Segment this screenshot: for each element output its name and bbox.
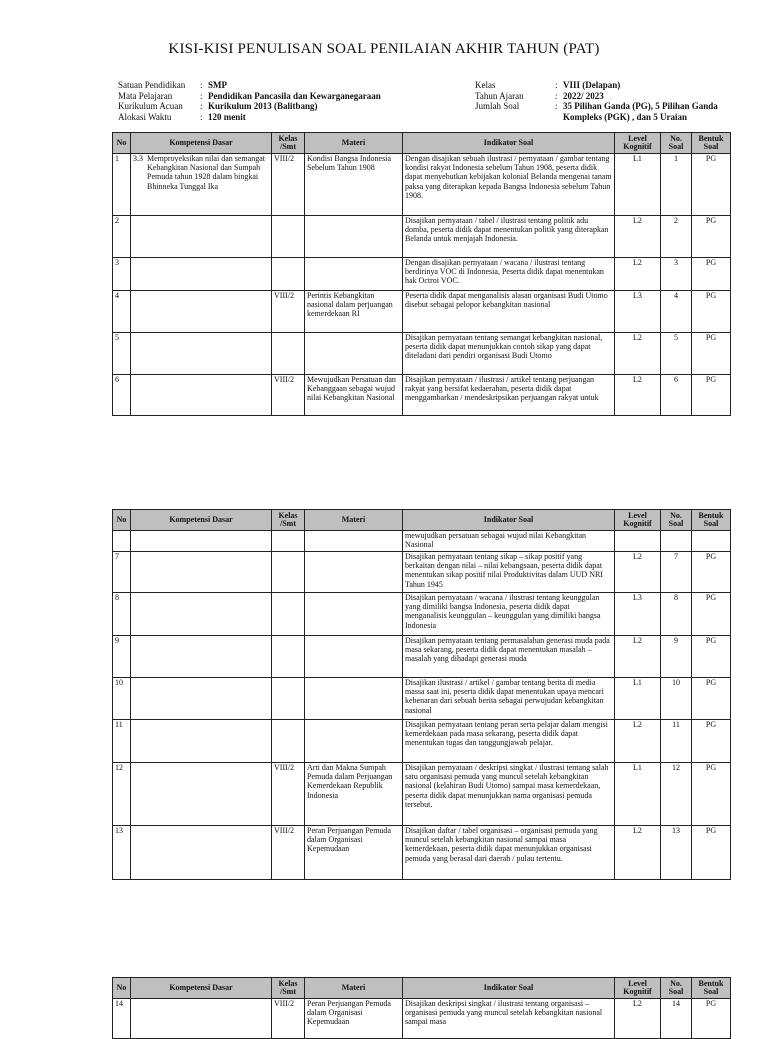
cell-materi: Mewujudkan Persatuan dan Kebanggaan sebagai wujud nilai Kebangkitan Nasional	[305, 375, 403, 416]
cell-kompetensi-dasar	[131, 552, 272, 593]
cell-materi	[305, 216, 403, 258]
cell-indikator: Disajikan pernyataan / tabel / ilustrasi tentang politik adu domba, peserta didik dapat menentukan politik yang diterapkan Belanda untuk menjajah Indonesia.	[403, 216, 615, 258]
cell-kompetensi-dasar	[131, 678, 272, 720]
cell-materi	[305, 258, 403, 291]
table-row	[113, 678, 731, 720]
meta-right-row	[475, 101, 738, 122]
cell-kelas	[272, 593, 305, 636]
header-bentuk-soal: Bentuk Soal	[692, 510, 731, 531]
header-row	[113, 510, 731, 531]
cell-no: 6	[113, 375, 131, 416]
header-level: Level Kognitif	[615, 510, 661, 531]
meta-left-key: Satuan Pendidikan	[118, 80, 186, 90]
cell-materi: Peran Perjuangan Pemuda dalam Organisasi Kepemudaan	[305, 999, 403, 1039]
cell-no: 10	[113, 678, 131, 720]
cell-kelas	[272, 636, 305, 678]
table-row	[113, 999, 731, 1039]
header-no-soal: No. Soal	[661, 510, 692, 531]
meta-right-row	[475, 91, 738, 102]
meta-right-value: 2022/ 2023	[563, 90, 604, 101]
cell-no-soal: 11	[661, 720, 692, 763]
table-row	[113, 291, 731, 333]
cell-indikator: Disajikan pernyataan / deskripsi singkat / ilustrasi tentang salah satu organisasi pemuda yang muncul setelah kebangkitan nasional (kelahiran Budi Utomo) sampai masa kemerdekaan, peserta didik dapat menunjukkan nama organisasi pemuda tersebut.	[403, 763, 615, 826]
cell-no-soal: 7	[661, 552, 692, 593]
cell-no: 14	[113, 999, 131, 1039]
cell-materi: Kondisi Bangsa Indonesia Sebelum Tahun 1908	[305, 154, 403, 216]
cell-no-soal: 5	[661, 333, 692, 375]
cell-no-soal: 12	[661, 763, 692, 826]
cell-materi	[305, 593, 403, 636]
header-no: No	[113, 978, 131, 999]
header-bentuk-soal: Bentuk Soal	[692, 978, 731, 999]
cell-no-soal: 6	[661, 375, 692, 416]
meta-right	[475, 80, 738, 122]
meta-left-colon: :	[200, 80, 203, 90]
cell-level: L3	[615, 593, 661, 636]
cell-kelas: VIII/2	[272, 999, 305, 1039]
cell-no-soal: 13	[661, 826, 692, 880]
meta-left-value: SMP	[208, 80, 227, 90]
cell-indikator: Disajikan pernyataan / ilustrasi / artikel tentang perjuangan rakyat yang bersifat kedaerahan, peserta didik dapat menggambarkan / mendeskripsikan perjuangan rakyat untuk	[403, 375, 615, 416]
meta-right-value: VIII (Delapan)	[563, 80, 621, 90]
cell-no: 11	[113, 720, 131, 763]
cell-bentuk-soal: PG	[692, 258, 731, 291]
table-row	[113, 154, 731, 216]
cell-level: L2	[615, 216, 661, 258]
cell-indikator: Disajikan pernyataan tentang peran serta pelajar dalam mengisi kemerdekaan pada masa sekarang, peserta didik dapat menentukan tugas dan tanggungjawab pelajar.	[403, 720, 615, 763]
cell-bentuk-soal: PG	[692, 333, 731, 375]
meta-left-value: Kurikulum 2013 (Balitbang)	[208, 101, 318, 111]
meta-right-value: 35 Pilihan Ganda (PG), 5 Pilihan Ganda Kompleks (PGK) , dan 5 Uraian	[563, 101, 718, 122]
meta-left-key: Alokasi Waktu	[118, 111, 172, 122]
cell-level: L2	[615, 720, 661, 763]
cell-no: 1	[113, 154, 131, 216]
table-row	[113, 593, 731, 636]
cell-indikator: Disajikan pernyataan tentang semangat kebangkitan nasional, peserta didik dapat menunjukkan contoh sikap yang dapat diteladani dari pendiri organisasi Budi Utomo	[403, 333, 615, 375]
cell-kelas	[272, 333, 305, 375]
cell-materi	[305, 333, 403, 375]
cell-indikator: Dengan disajikan sebuah ilustrasi / pernyataan / gambar tentang kondisi rakyat Indonesia sebelum Tahun 1908, peserta didik dapat menyebutkan kebijakan kolonial Belanda mengenai tanam paksa yang diterapkan kepada Bangsa Indonesia sebelum Tahun 1908.	[403, 154, 615, 216]
cell-indikator: Disajikan daftar / tabel organisasi – organisasi pemuda yang muncul setelah kebangkitan nasional sampai masa kemerdekaan, peserta didik dapat menunjukkan organisasi pemuda yang berasal dari daerah / pulau tertentu.	[403, 826, 615, 880]
cell-kompetensi-dasar	[131, 154, 272, 216]
cell-kompetensi-dasar	[131, 999, 272, 1039]
meta-left-key: Mata Pelajaran	[118, 90, 173, 101]
kd-number: 3.3	[133, 154, 143, 163]
cell-level: L3	[615, 291, 661, 333]
table-row	[113, 636, 731, 678]
cell-no: 13	[113, 826, 131, 880]
header-kelas: Kelas /Smt	[272, 510, 305, 531]
cell-kelas	[272, 720, 305, 763]
header-no: No	[113, 133, 131, 154]
cell-materi	[305, 636, 403, 678]
cell-kompetensi-dasar	[131, 763, 272, 826]
header-no-soal: No. Soal	[661, 133, 692, 154]
header-materi: Materi	[305, 510, 403, 531]
table-row	[113, 531, 731, 552]
cell-bentuk-soal: PG	[692, 552, 731, 593]
cell-level: L2	[615, 636, 661, 678]
cell-kelas: VIII/2	[272, 154, 305, 216]
cell-bentuk-soal: PG	[692, 678, 731, 720]
table-row	[113, 216, 731, 258]
blueprint-table-1	[112, 132, 731, 416]
cell-bentuk-soal: PG	[692, 720, 731, 763]
table-row	[113, 720, 731, 763]
cell-no: 8	[113, 593, 131, 636]
cell-no-soal	[661, 531, 692, 552]
header-row	[113, 978, 731, 999]
cell-indikator: Disajikan deskripsi singkat / ilustrasi tentang organisasi – organisasi pemuda yang muncul setelah kebangkitan nasional sampai masa	[403, 999, 615, 1039]
header-kelas: Kelas /Smt	[272, 978, 305, 999]
meta-left-key: Kurikulum Acuan	[118, 101, 183, 111]
cell-bentuk-soal	[692, 531, 731, 552]
meta-left-row	[118, 80, 381, 91]
cell-indikator: mewujudkan persatuan sebagai wujud nilai Kebangkitan Nasional	[403, 531, 615, 552]
cell-level: L2	[615, 258, 661, 291]
cell-kelas	[272, 258, 305, 291]
meta-left-colon: :	[200, 111, 203, 122]
table-row	[113, 552, 731, 593]
cell-kompetensi-dasar	[131, 258, 272, 291]
cell-no-soal: 8	[661, 593, 692, 636]
cell-indikator: Disajikan ilustrasi / artikel / gambar tentang berita di media massa saat ini, peserta didik dapat menentukan upaya mencari kebenaran dari sebuah berita sebagai perwujudan kebangkitan nasional	[403, 678, 615, 720]
kd-text: Memproyeksikan nilai dan semangat Kebangkitan Nasional dan Sumpah Pemuda tahun 1928 dalam bingkai Bhinneka Tunggal Ika	[147, 154, 265, 191]
cell-no-soal: 1	[661, 154, 692, 216]
cell-bentuk-soal: PG	[692, 593, 731, 636]
cell-kelas: VIII/2	[272, 375, 305, 416]
cell-materi: Peran Perjuangan Pemuda dalam Organisasi Kepemudaan	[305, 826, 403, 880]
cell-kelas	[272, 531, 305, 552]
cell-indikator: Disajikan pernyataan tentang sikap – sikap positif yang berkaitan dengan nilai – nilai kebangsaan, peserta didik dapat menentukan sikap positif nilai Produktivitas dalam UUD NRI Tahun 1945	[403, 552, 615, 593]
meta-left-colon: :	[200, 90, 203, 101]
cell-kompetensi-dasar	[131, 531, 272, 552]
document-title: KISI-KISI PENULISAN SOAL PENILAIAN AKHIR TAHUN (PAT)	[168, 41, 600, 57]
cell-indikator: Peserta didik dapat menganalisis alasan organisasi Budi Utomo disebut sebagai pelopor kebangkitan nasional	[403, 291, 615, 333]
header-indikator: Indikator Soal	[403, 510, 615, 531]
cell-kompetensi-dasar	[131, 593, 272, 636]
header-indikator: Indikator Soal	[403, 978, 615, 999]
cell-level: L2	[615, 999, 661, 1039]
meta-right-key: Tahun Ajaran	[475, 90, 524, 101]
cell-bentuk-soal: PG	[692, 291, 731, 333]
cell-kelas	[272, 678, 305, 720]
header-kompetensi-dasar: Kompetensi Dasar	[131, 510, 272, 531]
cell-materi	[305, 552, 403, 593]
cell-no: 5	[113, 333, 131, 375]
header-bentuk-soal: Bentuk Soal	[692, 133, 731, 154]
header-kelas: Kelas /Smt	[272, 133, 305, 154]
cell-no: 12	[113, 763, 131, 826]
meta-left	[118, 80, 381, 122]
cell-level: L1	[615, 154, 661, 216]
cell-level	[615, 531, 661, 552]
cell-no-soal: 14	[661, 999, 692, 1039]
table-row	[113, 375, 731, 416]
meta-right-colon: :	[555, 80, 558, 90]
cell-kelas: VIII/2	[272, 826, 305, 880]
cell-kompetensi-dasar	[131, 636, 272, 678]
cell-bentuk-soal: PG	[692, 375, 731, 416]
meta-left-value: Pendidikan Pancasila dan Kewarganegaraan	[208, 90, 381, 101]
header-materi: Materi	[305, 978, 403, 999]
header-no: No	[113, 510, 131, 531]
cell-no-soal: 9	[661, 636, 692, 678]
meta-right-colon: :	[555, 101, 558, 111]
cell-materi: Perintis Kebangkitan nasional dalam perjuangan kemerdekaan RI	[305, 291, 403, 333]
cell-level: L1	[615, 678, 661, 720]
cell-no: 9	[113, 636, 131, 678]
cell-materi	[305, 531, 403, 552]
table-row	[113, 258, 731, 291]
cell-kelas: VIII/2	[272, 291, 305, 333]
table-row	[113, 826, 731, 880]
blueprint-table-2	[112, 509, 731, 880]
meta-right-colon: :	[555, 90, 558, 101]
cell-kelas: VIII/2	[272, 763, 305, 826]
meta-right-key: Kelas	[475, 80, 496, 90]
header-no-soal: No. Soal	[661, 978, 692, 999]
cell-no: 7	[113, 552, 131, 593]
table-row	[113, 333, 731, 375]
cell-materi	[305, 720, 403, 763]
cell-level: L2	[615, 333, 661, 375]
meta-right-row	[475, 80, 738, 91]
blueprint-table-3	[112, 977, 731, 1039]
cell-kelas	[272, 216, 305, 258]
cell-indikator: Disajikan pernyataan / wacana / ilustrasi tentang keunggulan yang dimiliki bangsa Indonesia, peserta didik dapat menganalisis keunggulan – keunggulan yang dimiliki bangsa Indonesia	[403, 593, 615, 636]
cell-indikator: Dengan disajikan pernyataan / wacana / ilustrasi tentang berdirinya VOC di Indonesia, Peserta didik dapat menentukan hak Octroi VOC.	[403, 258, 615, 291]
cell-no-soal: 4	[661, 291, 692, 333]
cell-materi	[305, 678, 403, 720]
cell-no: 4	[113, 291, 131, 333]
cell-no-soal: 10	[661, 678, 692, 720]
cell-bentuk-soal: PG	[692, 763, 731, 826]
header-indikator: Indikator Soal	[403, 133, 615, 154]
meta-right-key: Jumlah Soal	[475, 101, 520, 111]
header-level: Level Kognitif	[615, 133, 661, 154]
cell-bentuk-soal: PG	[692, 999, 731, 1039]
header-materi: Materi	[305, 133, 403, 154]
cell-level: L2	[615, 375, 661, 416]
cell-level: L2	[615, 826, 661, 880]
cell-kompetensi-dasar	[131, 333, 272, 375]
header-row	[113, 133, 731, 154]
header-kompetensi-dasar: Kompetensi Dasar	[131, 133, 272, 154]
cell-no-soal: 3	[661, 258, 692, 291]
cell-bentuk-soal: PG	[692, 826, 731, 880]
cell-no	[113, 531, 131, 552]
cell-materi: Arti dan Makna Sumpah Pemuda dalam Perjuangan Kemerdekaan Republik Indonesia	[305, 763, 403, 826]
header-kompetensi-dasar: Kompetensi Dasar	[131, 978, 272, 999]
cell-bentuk-soal: PG	[692, 636, 731, 678]
meta-left-colon: :	[200, 101, 203, 111]
header-level: Level Kognitif	[615, 978, 661, 999]
cell-kompetensi-dasar	[131, 375, 272, 416]
cell-kompetensi-dasar	[131, 720, 272, 763]
cell-no-soal: 2	[661, 216, 692, 258]
cell-kompetensi-dasar	[131, 826, 272, 880]
cell-level: L2	[615, 552, 661, 593]
cell-bentuk-soal: PG	[692, 154, 731, 216]
cell-kompetensi-dasar	[131, 216, 272, 258]
meta-left-row	[118, 112, 381, 123]
cell-no: 2	[113, 216, 131, 258]
cell-no: 3	[113, 258, 131, 291]
table-row	[113, 763, 731, 826]
meta-left-row	[118, 91, 381, 102]
cell-bentuk-soal: PG	[692, 216, 731, 258]
meta-left-value: 120 menit	[208, 111, 246, 122]
meta-left-row	[118, 101, 381, 112]
cell-level: L1	[615, 763, 661, 826]
cell-kompetensi-dasar	[131, 291, 272, 333]
cell-kelas	[272, 552, 305, 593]
cell-indikator: Disajikan pernyataan tentang permasalahan generasi muda pada masa sekarang, peserta didik dapat menentukan masalah – masalah yang dihadapi generasi muda	[403, 636, 615, 678]
